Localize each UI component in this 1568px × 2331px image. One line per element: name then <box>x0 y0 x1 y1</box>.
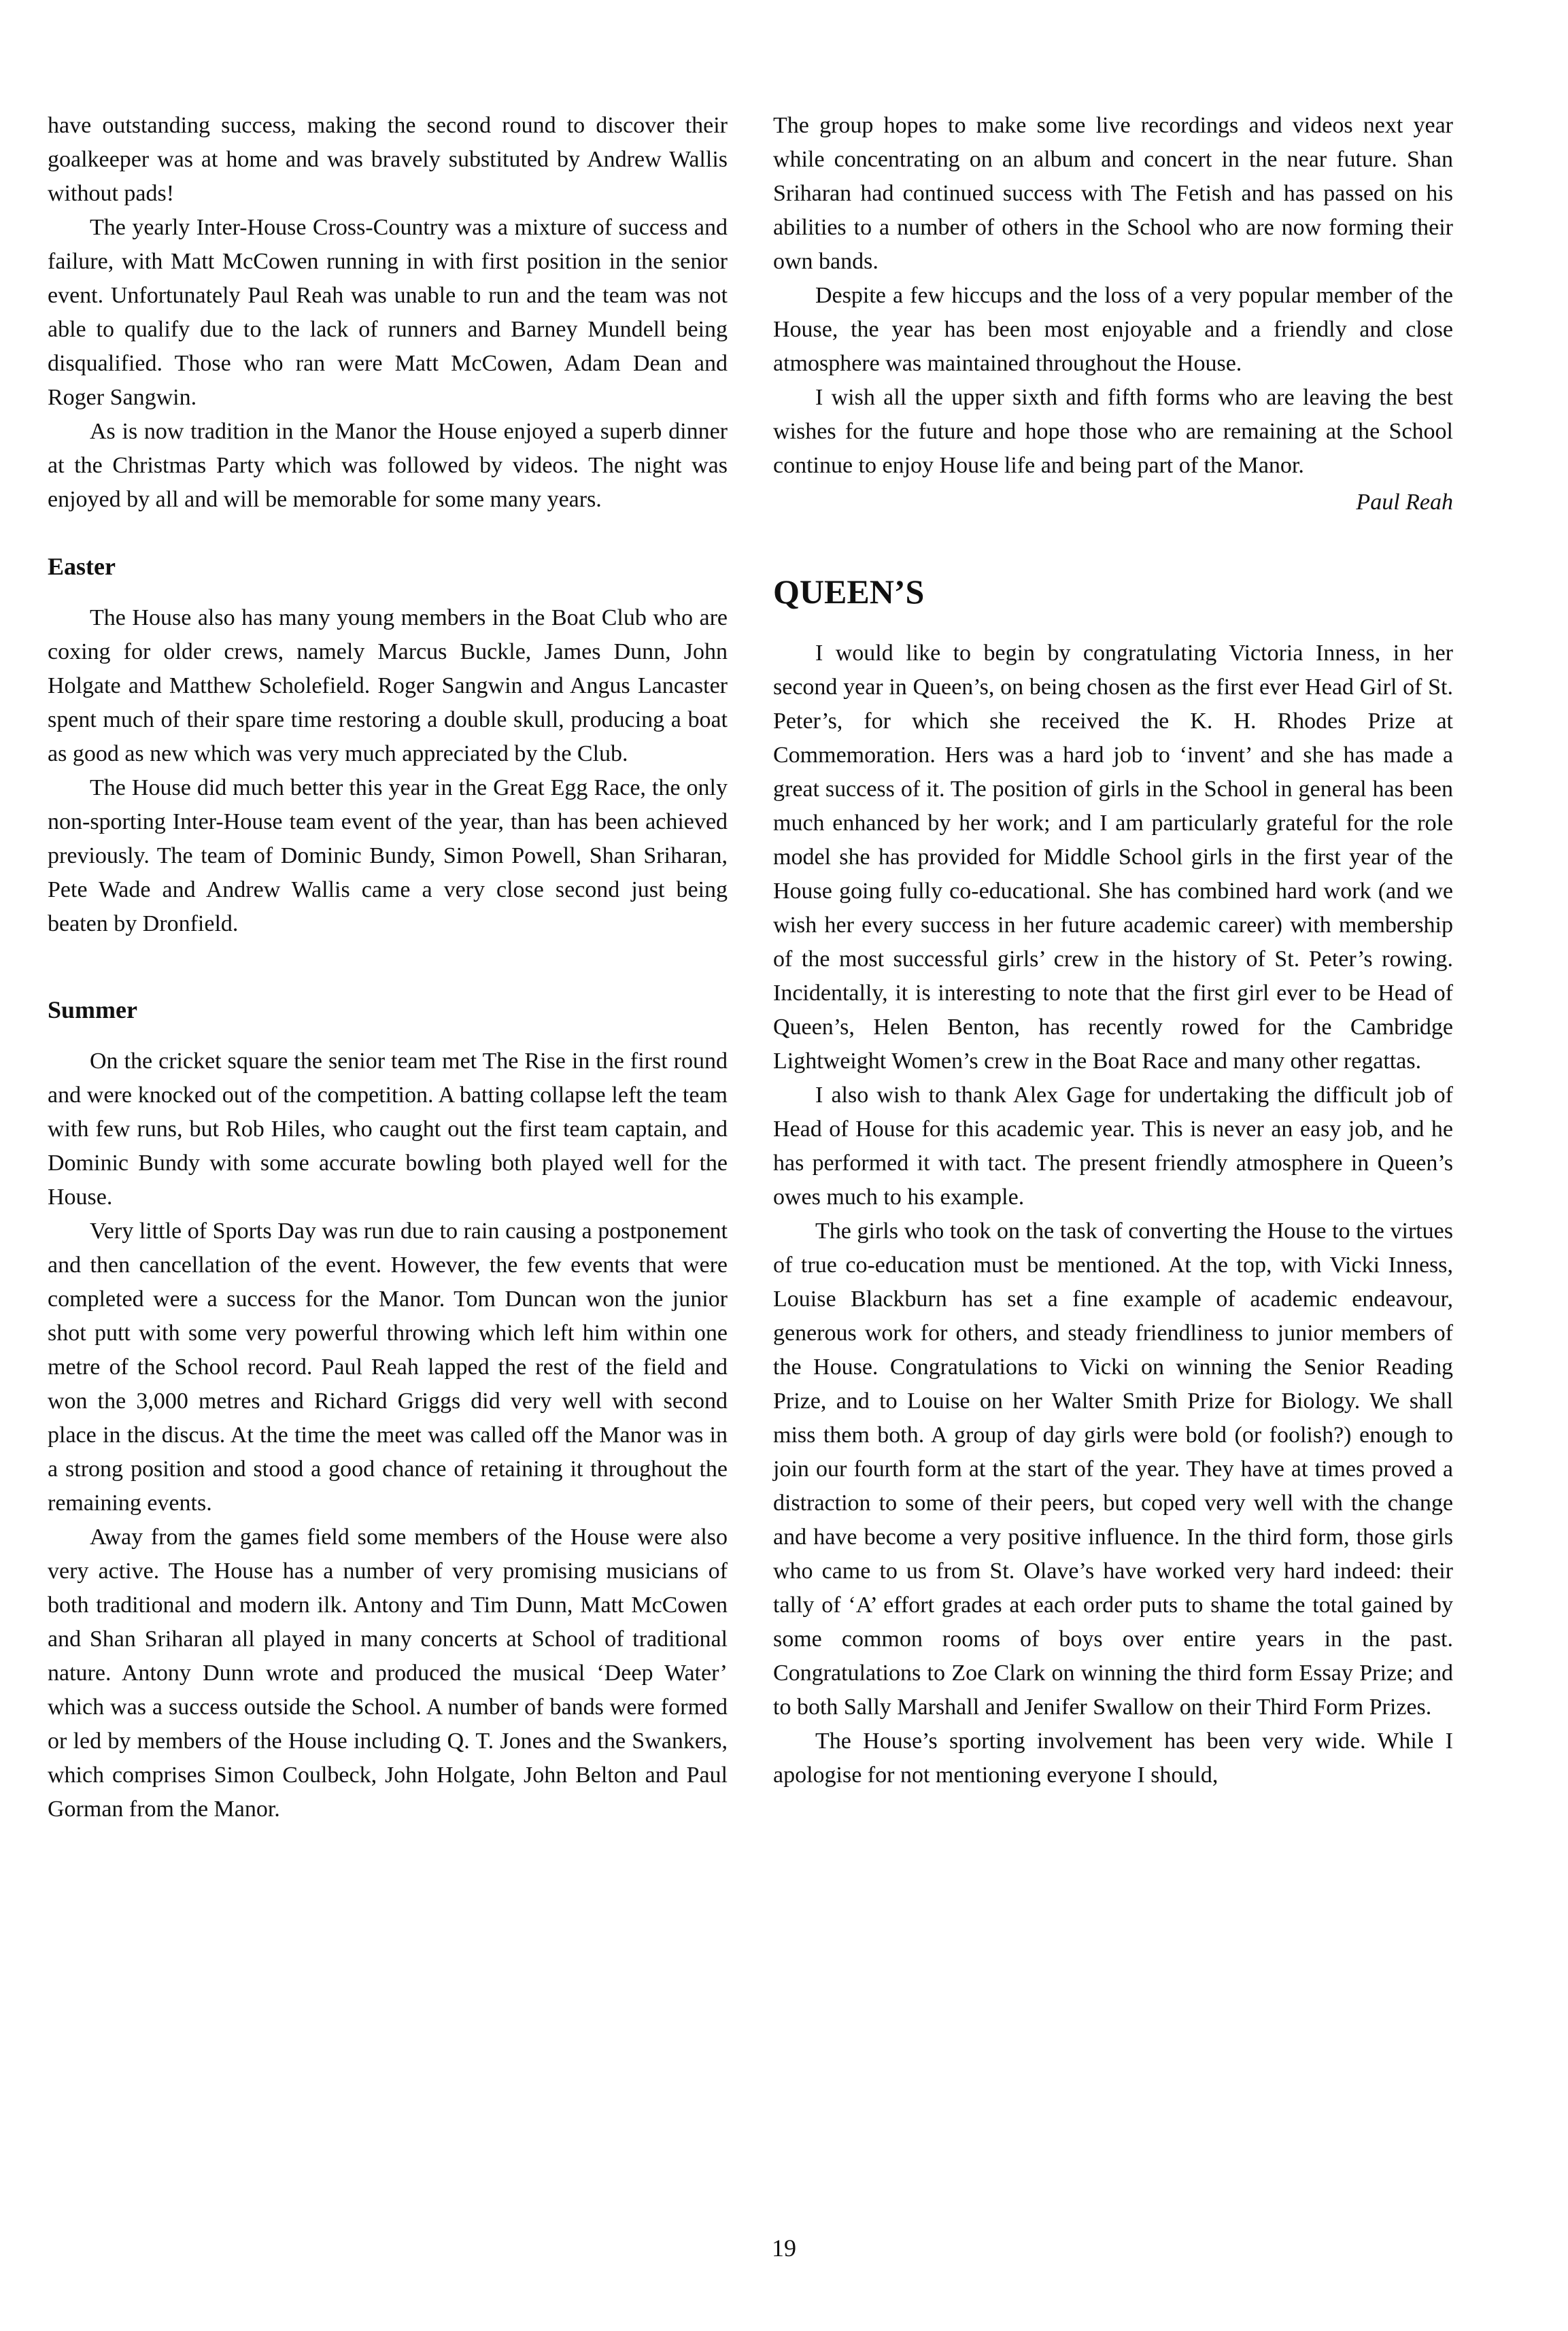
paragraph: Away from the games field some members of the House were also very active. The House has a number of very promising musicians of both traditional and modern ilk. Antony and Tim Dunn, Matt McCowen and Shan Sriharan all played in many concerts at School of traditional nature. Antony Dunn wrote and produced the musical ‘Deep Water’ which was a success outside the School. A number of bands were formed or led by members of the House including Q. T. Jones and the Swankers, which comprises Simon Coulbeck, John Holgate, John Belton and Paul Gorman from the Manor. <box>48 1525 728 1822</box>
paragraph: As is now tradition in the Manor the House enjoyed a superb dinner at the Christmas Party which was followed by videos. The night was enjoyed by all and will be memorable for some many years. <box>48 419 728 512</box>
paragraph: The House did much better this year in the Great Egg Race, the only non-sporting Inter-House team event of the year, than has been achieved previously. The team of Dominic Bundy, Simon Powell, Shan Sriharan, Pete Wade and Andrew Wallis came a very close second just being beaten by Dronfield. <box>48 775 728 936</box>
paragraph: The House also has many young members in the Boat Club who are coxing for older crews, namely Marcus Buckle, James Dunn, John Holgate and Matthew Scholefield. Roger Sangwin and Angus Lancaster spent much of their spare time restoring a double skull, producing a boat as good as new which was very much appreciated by the Club. <box>48 605 728 766</box>
author-signature: Paul Reah <box>1356 490 1453 515</box>
paragraph: I wish all the upper sixth and fifth forms who are leaving the best wishes for the future and hope those who are remaining at the School continue to enjoy House life and being part of the Manor. <box>773 385 1453 478</box>
right-column <box>773 109 1453 1792</box>
section-heading-summer: Summer <box>48 996 137 1023</box>
paragraph: The yearly Inter-House Cross-Country was a mixture of success and failure, with Matt McCowen running in with first position in the senior event. Unfortunately Paul Reah was unable to run and the team was not able to qualify due to the lack of runners and Barney Mundell being disqualified. Those who ran were Matt McCowen, Adam Dean and Roger Sangwin. <box>48 215 728 410</box>
paragraph: The girls who took on the task of converting the House to the virtues of true co-education must be mentioned. At the top, with Vicki Inness, Louise Blackburn has set a fine example of academic endeavour, generous work for others, and steady friendliness to junior members of the House. Congratulations to Vicki on winning the Senior Reading Prize, and to Louise on her Walter Smith Prize for Biology. We shall miss them both. A group of day girls were bold (or foolish?) enough to join our fourth form at the start of the year. They have at times proved a distraction to some of their peers, but coped very well with the change and have become a very positive influence. In the third form, those girls who came to us from St. Olave’s have worked very hard indeed: their tally of ‘A’ effort grades at each order puts to shame the total gained by some common rooms of boys over entire years in the past. Congratulations to Zoe Clark on winning the third form Essay Prize; and to both Sally Marshall and Jenifer Swallow on their Third Form Prizes. <box>773 1219 1453 1720</box>
paragraph: Very little of Sports Day was run due to rain causing a postponement and then cancellation of the event. However, the few events that were completed were a success for the Manor. Tom Duncan won the junior shot putt with some very powerful throwing which left him within one metre of the School record. Paul Reah lapped the rest of the field and won the 3,000 metres and Richard Griggs did very well with second place in the discus. At the time the meet was called off the Manor was in a strong position and stood a good chance of retaining it throughout the remaining events. <box>48 1219 728 1516</box>
paragraph: On the cricket square the senior team met The Rise in the first round and were knocked out of the competition. A batting collapse left the team with few runs, but Rob Hiles, who caught out the first team captain, and Dominic Bundy with some accurate bowling both played well for the House. <box>48 1049 728 1210</box>
paragraph: I would like to begin by congratulating Victoria Inness, in her second year in Queen’s, on being chosen as the first ever Head Girl of St. Peter’s, for which she received the K. H. Rhodes Prize at Commemoration. Hers was a hard job to ‘invent’ and she has made a great success of it. The position of girls in the School in general has been much enhanced by her work; and I am particularly grateful for the role model she has provided for Middle School girls in the first year of the House going fully co-educational. She has combined hard work (and we wish her every success in her future academic career) with membership of the most successful girls’ crew in the history of St. Peter’s rowing. Incidentally, it is interesting to note that the first girl ever to be Head of Queen’s, Helen Benton, has recently rowed for the Cambridge Lightweight Women’s crew in the Boat Race and many other regattas. <box>773 641 1453 1074</box>
paragraph: The House’s sporting involvement has been very wide. While I apologise for not mentioning everyone I should, <box>773 1729 1453 1788</box>
section-heading-queens: QUEEN’S <box>773 573 925 611</box>
paragraph: have outstanding success, making the second round to discover their goalkeeper was at home and was bravely substituted by Andrew Wallis without pads! <box>48 113 728 206</box>
section-heading-easter: Easter <box>48 553 116 580</box>
paragraph: I also wish to thank Alex Gage for undertaking the difficult job of Head of House for this academic year. This is never an easy job, and he has performed it with tact. The present friendly atmosphere in Queen’s owes much to his example. <box>773 1083 1453 1210</box>
left-column <box>48 109 728 1826</box>
paragraph: Despite a few hiccups and the loss of a very popular member of the House, the year has been most enjoyable and a friendly and close atmosphere was maintained throughout the House. <box>773 283 1453 376</box>
paragraph: The group hopes to make some live recordings and videos next year while concentrating on an album and concert in the near future. Shan Sriharan had continued success with The Fetish and has passed on his abilities to a number of others in the School who are now forming their own bands. <box>773 113 1453 274</box>
page-number: 19 <box>772 2234 796 2262</box>
